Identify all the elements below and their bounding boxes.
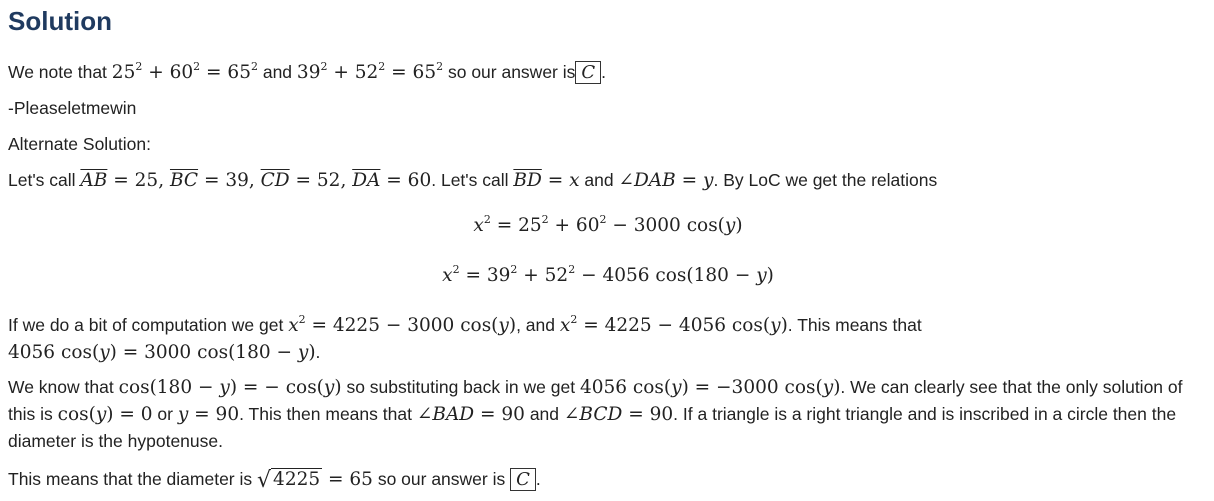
math-angle: ∠DAB = y <box>618 170 714 191</box>
math-equation: $x^2 = 4225 - 3000$ cos(y) <box>288 313 517 336</box>
text: . <box>315 342 321 362</box>
radicand: 4225 <box>273 469 321 490</box>
text: and <box>529 404 560 424</box>
text: or <box>157 404 173 424</box>
math-sqrt: √ 4225 = 65 <box>257 468 373 493</box>
text: and <box>262 62 293 82</box>
text: We note that <box>8 62 107 82</box>
text: If we do a bit of computation we get <box>8 315 284 335</box>
text: . This means that <box>787 315 922 335</box>
math-equation: $25^2 + 60^2 = 65^2$ <box>111 60 258 83</box>
segment-bd: $\overline{BD}$ <box>513 170 542 191</box>
segment-ab: $\overline{AB}$ <box>80 170 108 191</box>
math-sides <box>80 170 431 191</box>
math-equation: $39^2 + 52^2 = 65^2$ <box>296 60 444 83</box>
value: = 65 <box>322 469 373 490</box>
text: . <box>601 62 607 82</box>
author-signature: -Pleaseletmewin <box>8 98 137 118</box>
segment-bc: $\overline{BC}$ <box>169 170 199 191</box>
text: . If a triangle is a right triangle and is inscribed in a circle then the diameter is the hypotenuse. <box>8 404 1177 451</box>
math-equation: y = 90 <box>177 404 240 425</box>
math-equation: cos(180 − y) = − cos(y) <box>118 377 342 398</box>
math-equation: 4056 cos(y) = −3000 cos(y) <box>579 377 841 398</box>
text: and <box>584 170 614 190</box>
math-equation: ∠BCD = 90 <box>563 404 674 425</box>
segment-da: $\overline{DA}$ <box>352 170 381 191</box>
text: We know that <box>8 377 114 397</box>
paragraph-conclusion <box>8 468 541 492</box>
value: = 25, <box>107 170 170 191</box>
value: = 60 <box>380 170 432 191</box>
text: so our answer is <box>447 62 576 82</box>
text: so substituting back in we get <box>346 377 576 397</box>
text: This means that the diameter is <box>8 469 253 489</box>
text: . <box>535 469 541 489</box>
text: Let's call <box>8 170 76 190</box>
text: . Let's call <box>431 170 509 190</box>
text: . By LoC we get the relations <box>713 170 938 190</box>
paragraph-computation <box>8 312 1208 366</box>
math-equation: ∠BAD = 90 <box>416 404 525 425</box>
text: , and <box>516 315 556 335</box>
math-equation: $x^2 = 4225 - 4056$ cos(y) <box>559 313 788 336</box>
answer-box: C <box>510 468 536 491</box>
text: so our answer is <box>377 469 506 489</box>
answer-box: C <box>575 61 601 84</box>
alternate-solution-title: Alternate Solution: <box>8 134 152 154</box>
text: . This then means that <box>239 404 412 424</box>
section-heading: Solution <box>8 6 112 36</box>
display-equation-2: $x^2 = 39^2 + 52^2 - 4056$ cos(180 − y) <box>442 263 774 286</box>
paragraph-substitution <box>8 374 1208 454</box>
text: . We can clearly see that the only solution of this is <box>8 377 1183 424</box>
paragraph-setup <box>8 169 937 192</box>
paragraph-first-solution <box>8 61 606 84</box>
display-equation-1: $x^2 = 25^2 + 60^2 - 3000$ cos(y) <box>473 213 743 236</box>
math-bd <box>513 170 579 191</box>
math-equation: cos(y) = 0 <box>57 404 153 425</box>
math-equation: 4056 cos(y) = 3000 cos(180 − y) <box>8 342 316 363</box>
value: = x <box>541 170 580 191</box>
value: = 39, <box>198 170 261 191</box>
segment-cd: $\overline{CD}$ <box>260 170 290 191</box>
value: = 52, <box>289 170 353 191</box>
